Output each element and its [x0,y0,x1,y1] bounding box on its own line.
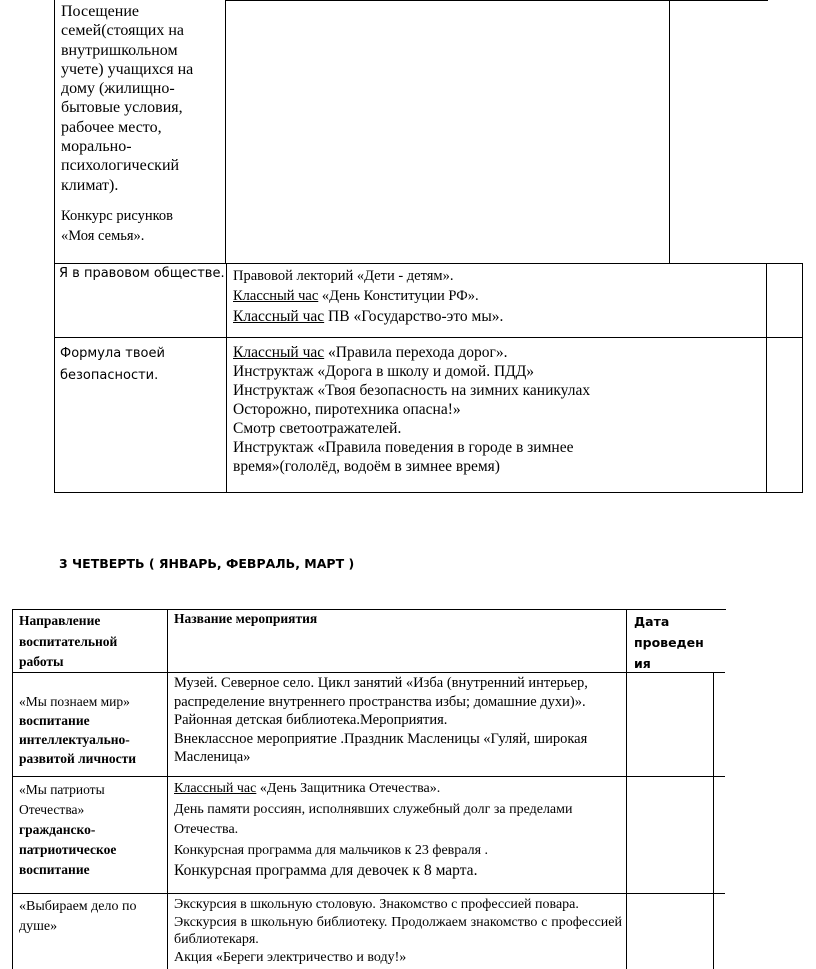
event-line: Инструктаж «Твоя безопасность на зимних каникулах [233,382,591,399]
event-line: Классный час ПВ «Государство-это мы». [233,308,504,325]
event-line: Конкурсная программа для мальчиков к 23 февраля . [174,842,489,858]
table-1-row-2-events [233,266,503,328]
direction-line: Посещение [61,3,139,20]
event-line: День памяти россиян, исполнявших служебный долг за пределами [174,801,573,817]
event-line: Отечества. [174,822,239,837]
event-line: Классный час «День Защитника Отечества». [174,781,441,796]
event-line: Масленица» [174,749,251,765]
table-2-row-3-direction: «Выбираем дело по душе» [19,899,137,934]
event-line: Акция «Береги электричество и воду!» [174,949,407,965]
table-1-row-1-extra [61,206,173,246]
header-event-name: Название мероприятия [174,611,318,626]
event-line: время»(гололёд, водоём в зимнее время) [233,458,500,475]
quarter-heading: 3 ЧЕТВЕРТЬ ( ЯНВАРЬ, ФЕВРАЛЬ, МАРТ ) [59,556,355,571]
table-2-row-2-direction: «Мы патриоты Отечества» гражданско- патриотическое воспитание [19,782,117,877]
event-line: Внеклассное мероприятие .Праздник Масленицы «Гуляй, широкая [174,730,588,747]
table-2-row-2-events [174,779,573,882]
direction-line: Конкурс рисунков [61,208,174,224]
direction-line: климат). [61,176,119,194]
header-direction: Направление воспитательной работы [19,613,118,669]
event-line: Экскурсия в школьную столовую. Знакомство с профессией повара. [174,897,579,912]
direction-line: безопасности. [60,368,159,383]
direction-line: учете) учащихся на [61,60,194,78]
table-2-row-1-direction: «Мы познаем мир» воспитание интеллектуально- развитой личности [19,694,137,766]
direction-line: психологический [61,157,180,175]
header-date: Дата проведен ия [634,614,704,671]
event-line: Осторожно, пиротехника опасна!» [233,401,461,418]
direction-line: дому (жилищно- [61,80,175,98]
table-1-row-3-events [233,343,590,476]
table-2-row-1-events [174,674,588,767]
event-line: Смотр светоотражателей. [233,420,402,437]
event-line: Районная детская библиотека.Мероприятия. [174,712,448,728]
table-1-row-2-direction: Я в правовом обществе. [59,266,225,281]
direction-line: Формула твоей [60,346,165,361]
event-line: Экскурсия в школьную библиотеку. Продолжаем знакомство с профессией библиотекаря. [174,914,622,947]
table-1-row-1-direction [61,2,193,195]
event-line: Конкурсная программа для девочек к 8 марта. [174,862,478,879]
event-line: Инструктаж «Правила поведения в городе в зимнее [233,439,574,456]
event-line: Классный час «Правила перехода дорог». [233,344,508,361]
direction-line: семей(стоящих на [61,22,184,40]
direction-line: бытовые условия, [61,99,183,117]
direction-line: «Моя семья». [61,228,145,244]
event-line: Классный час «День Конституции РФ». [233,288,479,304]
direction-line: внутришкольном [61,41,178,59]
table-2-row-3-events [174,896,622,966]
direction-line: рабочее место, [61,118,162,136]
table-1-row-3-direction [60,343,165,387]
direction-line: морально- [61,138,132,156]
event-line: Инструктаж «Дорога в школу и домой. ПДД» [233,363,535,380]
event-line: Правовой лекторий «Дети - детям». [233,268,454,284]
event-line: распределение внутреннего пространства избы; домашние духи)». [174,693,586,710]
event-line: Музей. Северное село. Цикл занятий «Изба (внутренний интерьер, [174,675,588,691]
